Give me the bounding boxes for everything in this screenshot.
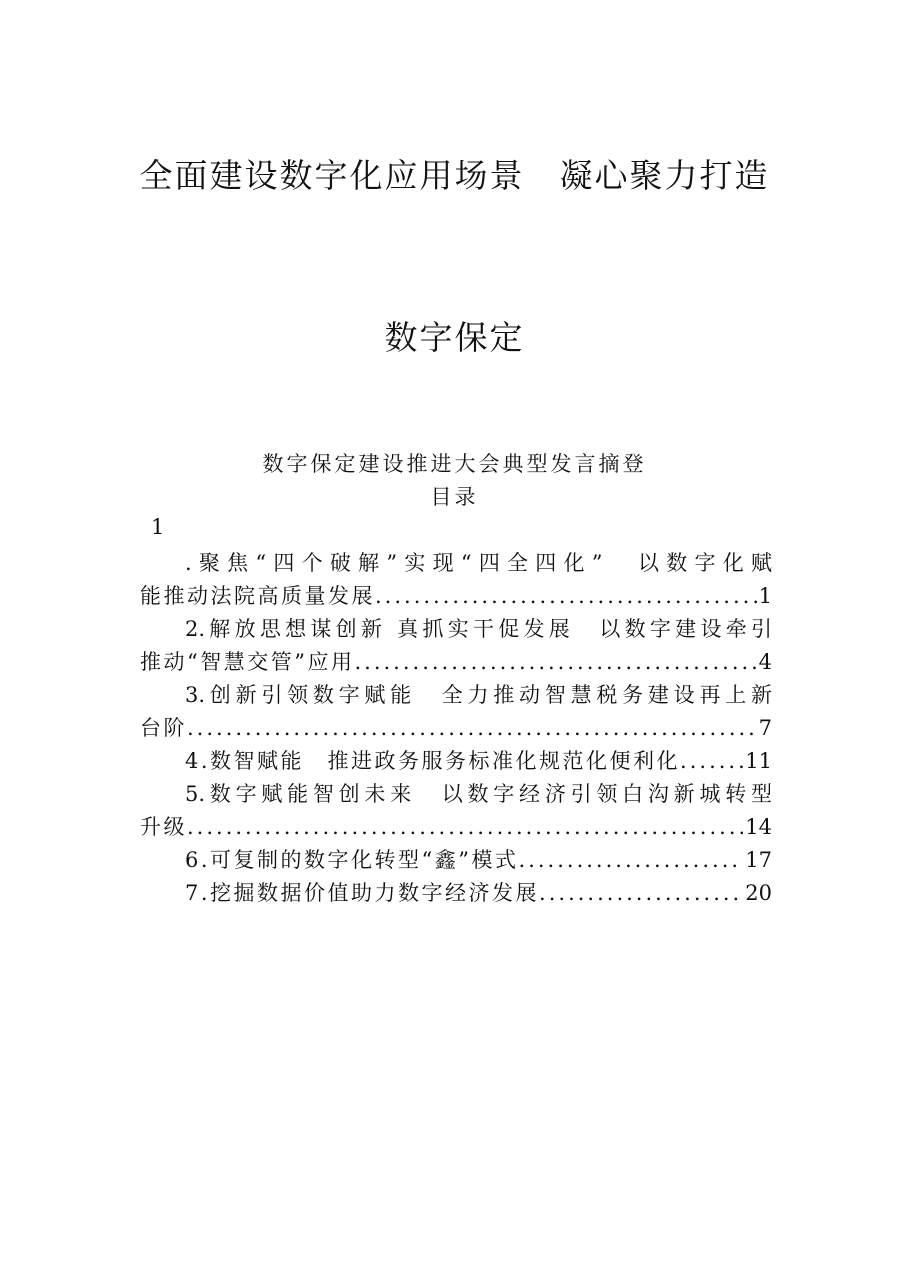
toc-entry-2-line-1: 2.解放思想谋创新 真抓实干促发展 以数字建设牵引 — [185, 617, 772, 641]
toc-entry-5-page: 14 — [745, 815, 772, 839]
toc-entry-5-text: 升级 — [140, 815, 187, 839]
toc-entry-7 — [140, 877, 772, 910]
toc-entry-4 — [140, 745, 772, 778]
toc-entry-2-text: 推动“智慧交管”应用 — [140, 650, 355, 674]
dot-leader — [354, 646, 756, 679]
dot-leader — [187, 811, 743, 844]
dot-leader — [187, 712, 757, 745]
toc-entry-5-line-1: 5.数字赋能智创未来 以数字经济引领白沟新城转型 — [185, 782, 772, 806]
document-subtitle: 数字保定建设推进大会典型发言摘登 — [262, 452, 647, 476]
toc-entry-1-page: 1 — [758, 584, 772, 608]
toc-entry-3-page: 7 — [758, 716, 772, 740]
dot-leader — [539, 877, 743, 910]
toc-entry-7-text: 7.挖掘数据价值助力数字经济发展 — [185, 881, 540, 905]
stray-number: 1 — [151, 515, 165, 539]
toc-entry-2-line-2 — [140, 646, 772, 679]
toc-entry-1-text: 能推动法院高质量发展 — [140, 584, 375, 608]
toc-entry-3-text: 台阶 — [140, 716, 187, 740]
dot-leader — [680, 745, 743, 778]
dot-leader — [375, 580, 757, 613]
document-title-line-2: 数字保定 — [384, 318, 525, 357]
toc-entry-1-line-2 — [140, 580, 772, 613]
toc-entry-2-page: 4 — [758, 650, 772, 674]
toc-entry-3-line-2 — [140, 712, 772, 745]
document-title-line-1: 全面建设数字化应用场景 凝心聚力打造 — [139, 156, 770, 195]
toc-entry-4-text: 4.数智赋能 推进政务服务标准化规范化便利化 — [185, 749, 681, 773]
toc-entry-7-page: 20 — [745, 881, 772, 905]
toc-entry-6-text: 6.可复制的数字化转型“鑫”模式 — [185, 848, 519, 872]
toc-entry-4-page: 11 — [745, 749, 772, 773]
table-of-contents — [140, 547, 772, 910]
toc-heading: 目录 — [430, 485, 479, 509]
dot-leader — [519, 844, 744, 877]
toc-entry-6-page: 17 — [745, 848, 772, 872]
toc-entry-5-line-2 — [140, 811, 772, 844]
toc-entry-1-line-1: .聚焦“四个破解”实现“四全四化” 以数字化赋 — [185, 551, 772, 575]
toc-entry-3-line-1: 3.创新引领数字赋能 全力推动智慧税务建设再上新 — [185, 683, 772, 707]
toc-entry-6 — [140, 844, 772, 877]
